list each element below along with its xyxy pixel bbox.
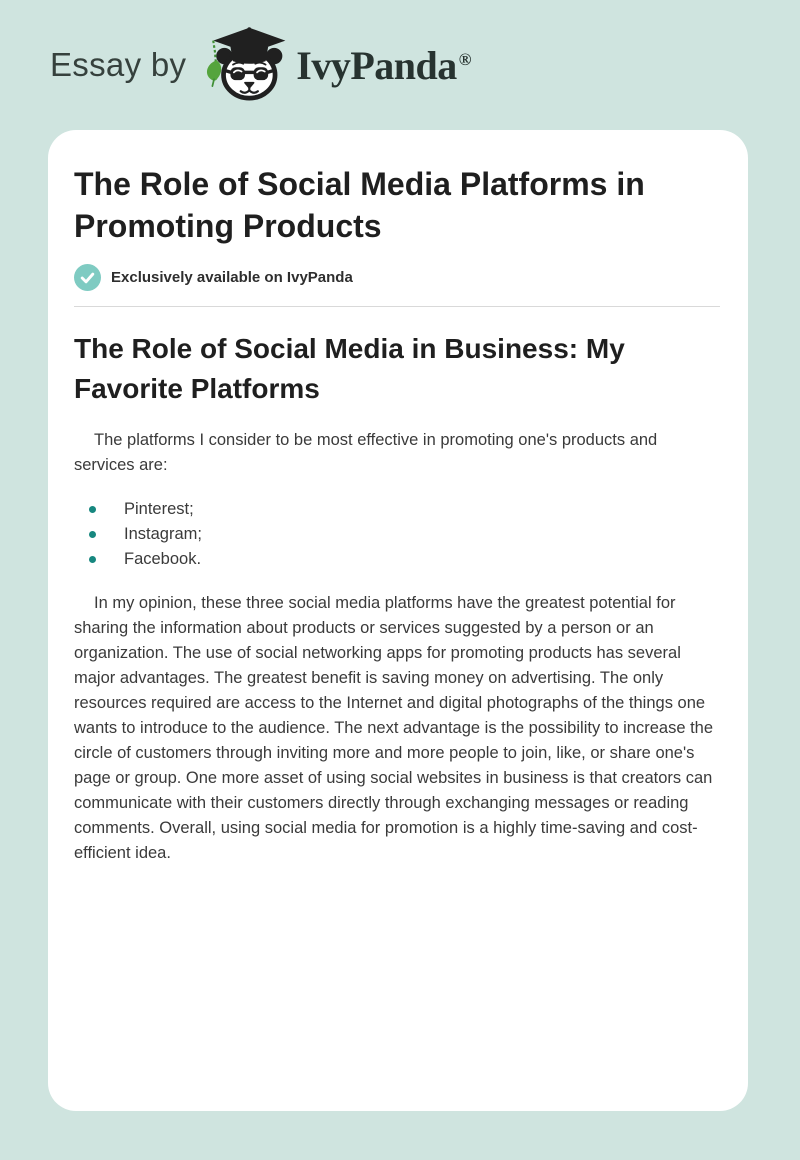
essay-by-label: Essay by (50, 46, 187, 83)
brand-wordmark (296, 42, 471, 89)
list-item: Facebook. (74, 547, 720, 572)
list-item: Pinterest; (74, 497, 720, 522)
exclusive-badge (74, 263, 720, 291)
panda-graduate-logo-icon (202, 26, 288, 105)
platform-list (74, 497, 720, 572)
check-icon (74, 264, 101, 291)
list-item: Instagram; (74, 522, 720, 547)
registered-trademark: ® (458, 49, 472, 69)
essay-card (48, 130, 748, 1111)
divider (74, 306, 720, 307)
brand-name: IvyPanda (296, 42, 457, 88)
essay-title: The Role of Social Media Platforms in Promoting Products (74, 166, 645, 244)
site-header (0, 0, 800, 130)
exclusive-badge-label: Exclusively available on IvyPanda (111, 268, 353, 286)
body-paragraph: In my opinion, these three social media platforms have the greatest potential for sharing the information about products or services suggested by a person or an organization. The use of social networking apps for promoting products has several major advantages. The greatest benefit is saving money on advertising. The only resources required are access to the Internet and digital photographs of the things one wants to introduce to the audience. The next advantage is the possibility to increase the circle of customers through inviting more and more people to join, like, or share one's page or group. One more asset of using social websites in business is that creators can communicate with their customers directly through exchanging messages or reading comments. Overall, using social media for promotion is a highly time-saving and cost-efficient idea. (74, 594, 714, 862)
section-heading: The Role of Social Media in Business: My Favorite Platforms (74, 333, 625, 404)
intro-paragraph: The platforms I consider to be most effective in promoting one's products and services are: (74, 431, 658, 474)
